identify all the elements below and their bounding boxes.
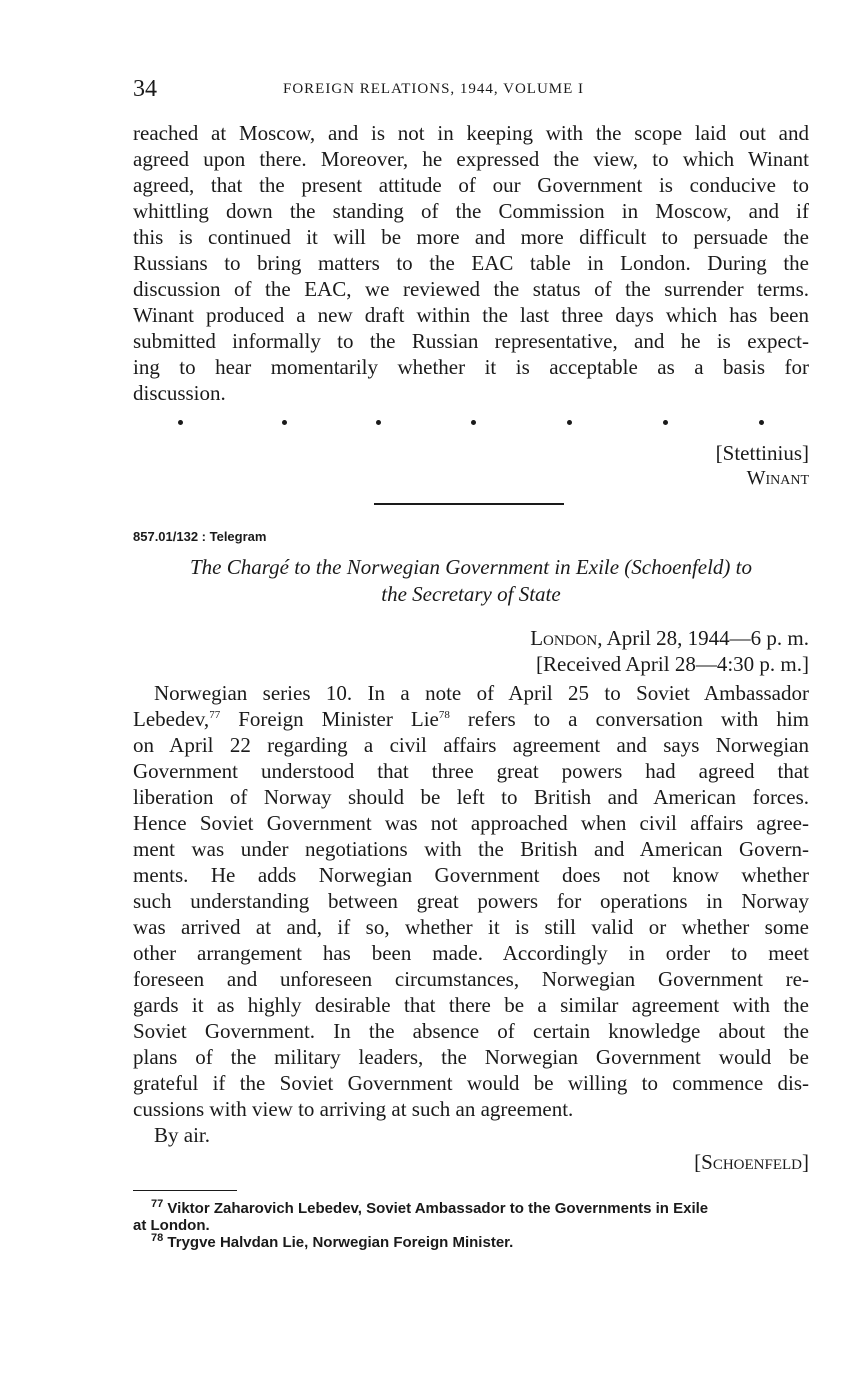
signature-name: Winant: [746, 467, 809, 489]
text-line: foreseen and unforeseen circumstances, Norwegian Government re-: [133, 967, 809, 991]
ellipsis-dot: [178, 420, 183, 425]
dateline: [530, 626, 809, 651]
footnote-ref-78[interactable]: 78: [438, 709, 450, 721]
page-number: 34: [133, 76, 157, 102]
second-document-body: [133, 680, 809, 1148]
ellipsis-dot: [376, 420, 381, 425]
ellipsis-dots: [133, 416, 809, 432]
closing-line: By air.: [154, 1123, 210, 1147]
text-line: Winant produced a new draft within the last three days which has been: [133, 303, 809, 327]
text-line: discussion of the EAC, we reviewed the status of the surrender terms.: [133, 277, 809, 301]
file-reference: 857.01/132 : Telegram: [133, 529, 267, 544]
signature-bracket: [Stettinius]: [715, 441, 809, 465]
text-line: agreed, that the present attitude of our Government is conducive to: [133, 173, 809, 197]
footnote-marker: 77: [151, 1198, 164, 1210]
ellipsis-dot: [759, 420, 764, 425]
footnote-marker: 78: [151, 1232, 164, 1244]
footnote-78: [133, 1234, 809, 1251]
footnote-77-continued: at London.: [133, 1217, 210, 1234]
text-line: other arrangement has been made. Accordingly in order to meet: [133, 941, 809, 965]
text-line-footnoted: [133, 706, 809, 732]
text-fragment: Lebedev,: [133, 707, 210, 731]
first-document-body: [133, 120, 809, 406]
footnotes: [133, 1200, 809, 1251]
text-line: discussion.: [133, 381, 226, 405]
text-line: such understanding between great powers for operations in Norway: [133, 889, 809, 913]
text-line: ment was under negotiations with the British and American Govern-: [133, 837, 809, 861]
document-title: [133, 554, 809, 608]
page-header: [133, 76, 809, 106]
dateline-date: April 28, 1944—6 p. m.: [606, 626, 809, 650]
text-line: Russians to bring matters to the EAC table in London. During the: [133, 251, 809, 275]
dateline-place: London,: [530, 626, 603, 650]
text-line: Soviet Government. In the absence of certain knowledge about the: [133, 1019, 809, 1043]
text-line: on April 22 regarding a civil affairs agreement and says Norwegian: [133, 733, 809, 757]
text-line: ing to hear momentarily whether it is acceptable as a basis for: [133, 355, 809, 379]
text-line: agreed upon there. Moreover, he expressed the view, to which Winant: [133, 147, 809, 171]
ellipsis-dot: [282, 420, 287, 425]
footnote-ref-77[interactable]: 77: [209, 709, 221, 721]
title-line: The Chargé to the Norwegian Government in Exile (Schoenfeld) to: [189, 555, 753, 579]
text-line: reached at Moscow, and is not in keeping with the scope laid out and: [133, 121, 809, 145]
text-line: plans of the military leaders, the Norwegian Government would be: [133, 1045, 809, 1069]
closing-signature: [Schoenfeld]: [694, 1150, 809, 1174]
running-head: FOREIGN RELATIONS, 1944, VOLUME I: [283, 81, 585, 97]
text-fragment: refers to a conversation with him: [449, 707, 809, 731]
section-divider: [374, 503, 564, 505]
footnote-text: Viktor Zaharovich Lebedev, Soviet Ambassador to the Governments in Exile: [163, 1200, 709, 1217]
text-line: Hence Soviet Government was not approached when civil affairs agree-: [133, 811, 809, 835]
ellipsis-dot: [567, 420, 572, 425]
footnote-text: Trygve Halvdan Lie, Norwegian Foreign Minister.: [163, 1234, 514, 1251]
text-line: Government understood that three great powers had agreed that: [133, 759, 809, 783]
ellipsis-dot: [471, 420, 476, 425]
text-line: submitted informally to the Russian representative, and he is expect-: [133, 329, 809, 353]
text-line: gards it as highly desirable that there be a similar agreement with the: [133, 993, 809, 1017]
text-fragment: Foreign Minister Lie: [220, 707, 439, 731]
text-line: Norwegian series 10. In a note of April 25 to Soviet Ambassador: [154, 681, 809, 705]
received-line: [Received April 28—4:30 p. m.]: [536, 652, 809, 676]
text-line: ments. He adds Norwegian Government does not know whether: [133, 863, 809, 887]
text-line: whittling down the standing of the Commission in Moscow, and if: [133, 199, 809, 223]
text-line: this is continued it will be more and more difficult to persuade the: [133, 225, 809, 249]
text-line: liberation of Norway should be left to British and American forces.: [133, 785, 809, 809]
text-line: cussions with view to arriving at such an agreement.: [133, 1097, 574, 1121]
text-line: was arrived at and, if so, whether it is still valid or whether some: [133, 915, 809, 939]
text-line: grateful if the Soviet Government would be willing to commence dis-: [133, 1071, 809, 1095]
ellipsis-dot: [663, 420, 668, 425]
footnote-divider: [133, 1190, 237, 1191]
footnote-77: [133, 1200, 809, 1217]
title-line: the Secretary of State: [381, 582, 561, 606]
